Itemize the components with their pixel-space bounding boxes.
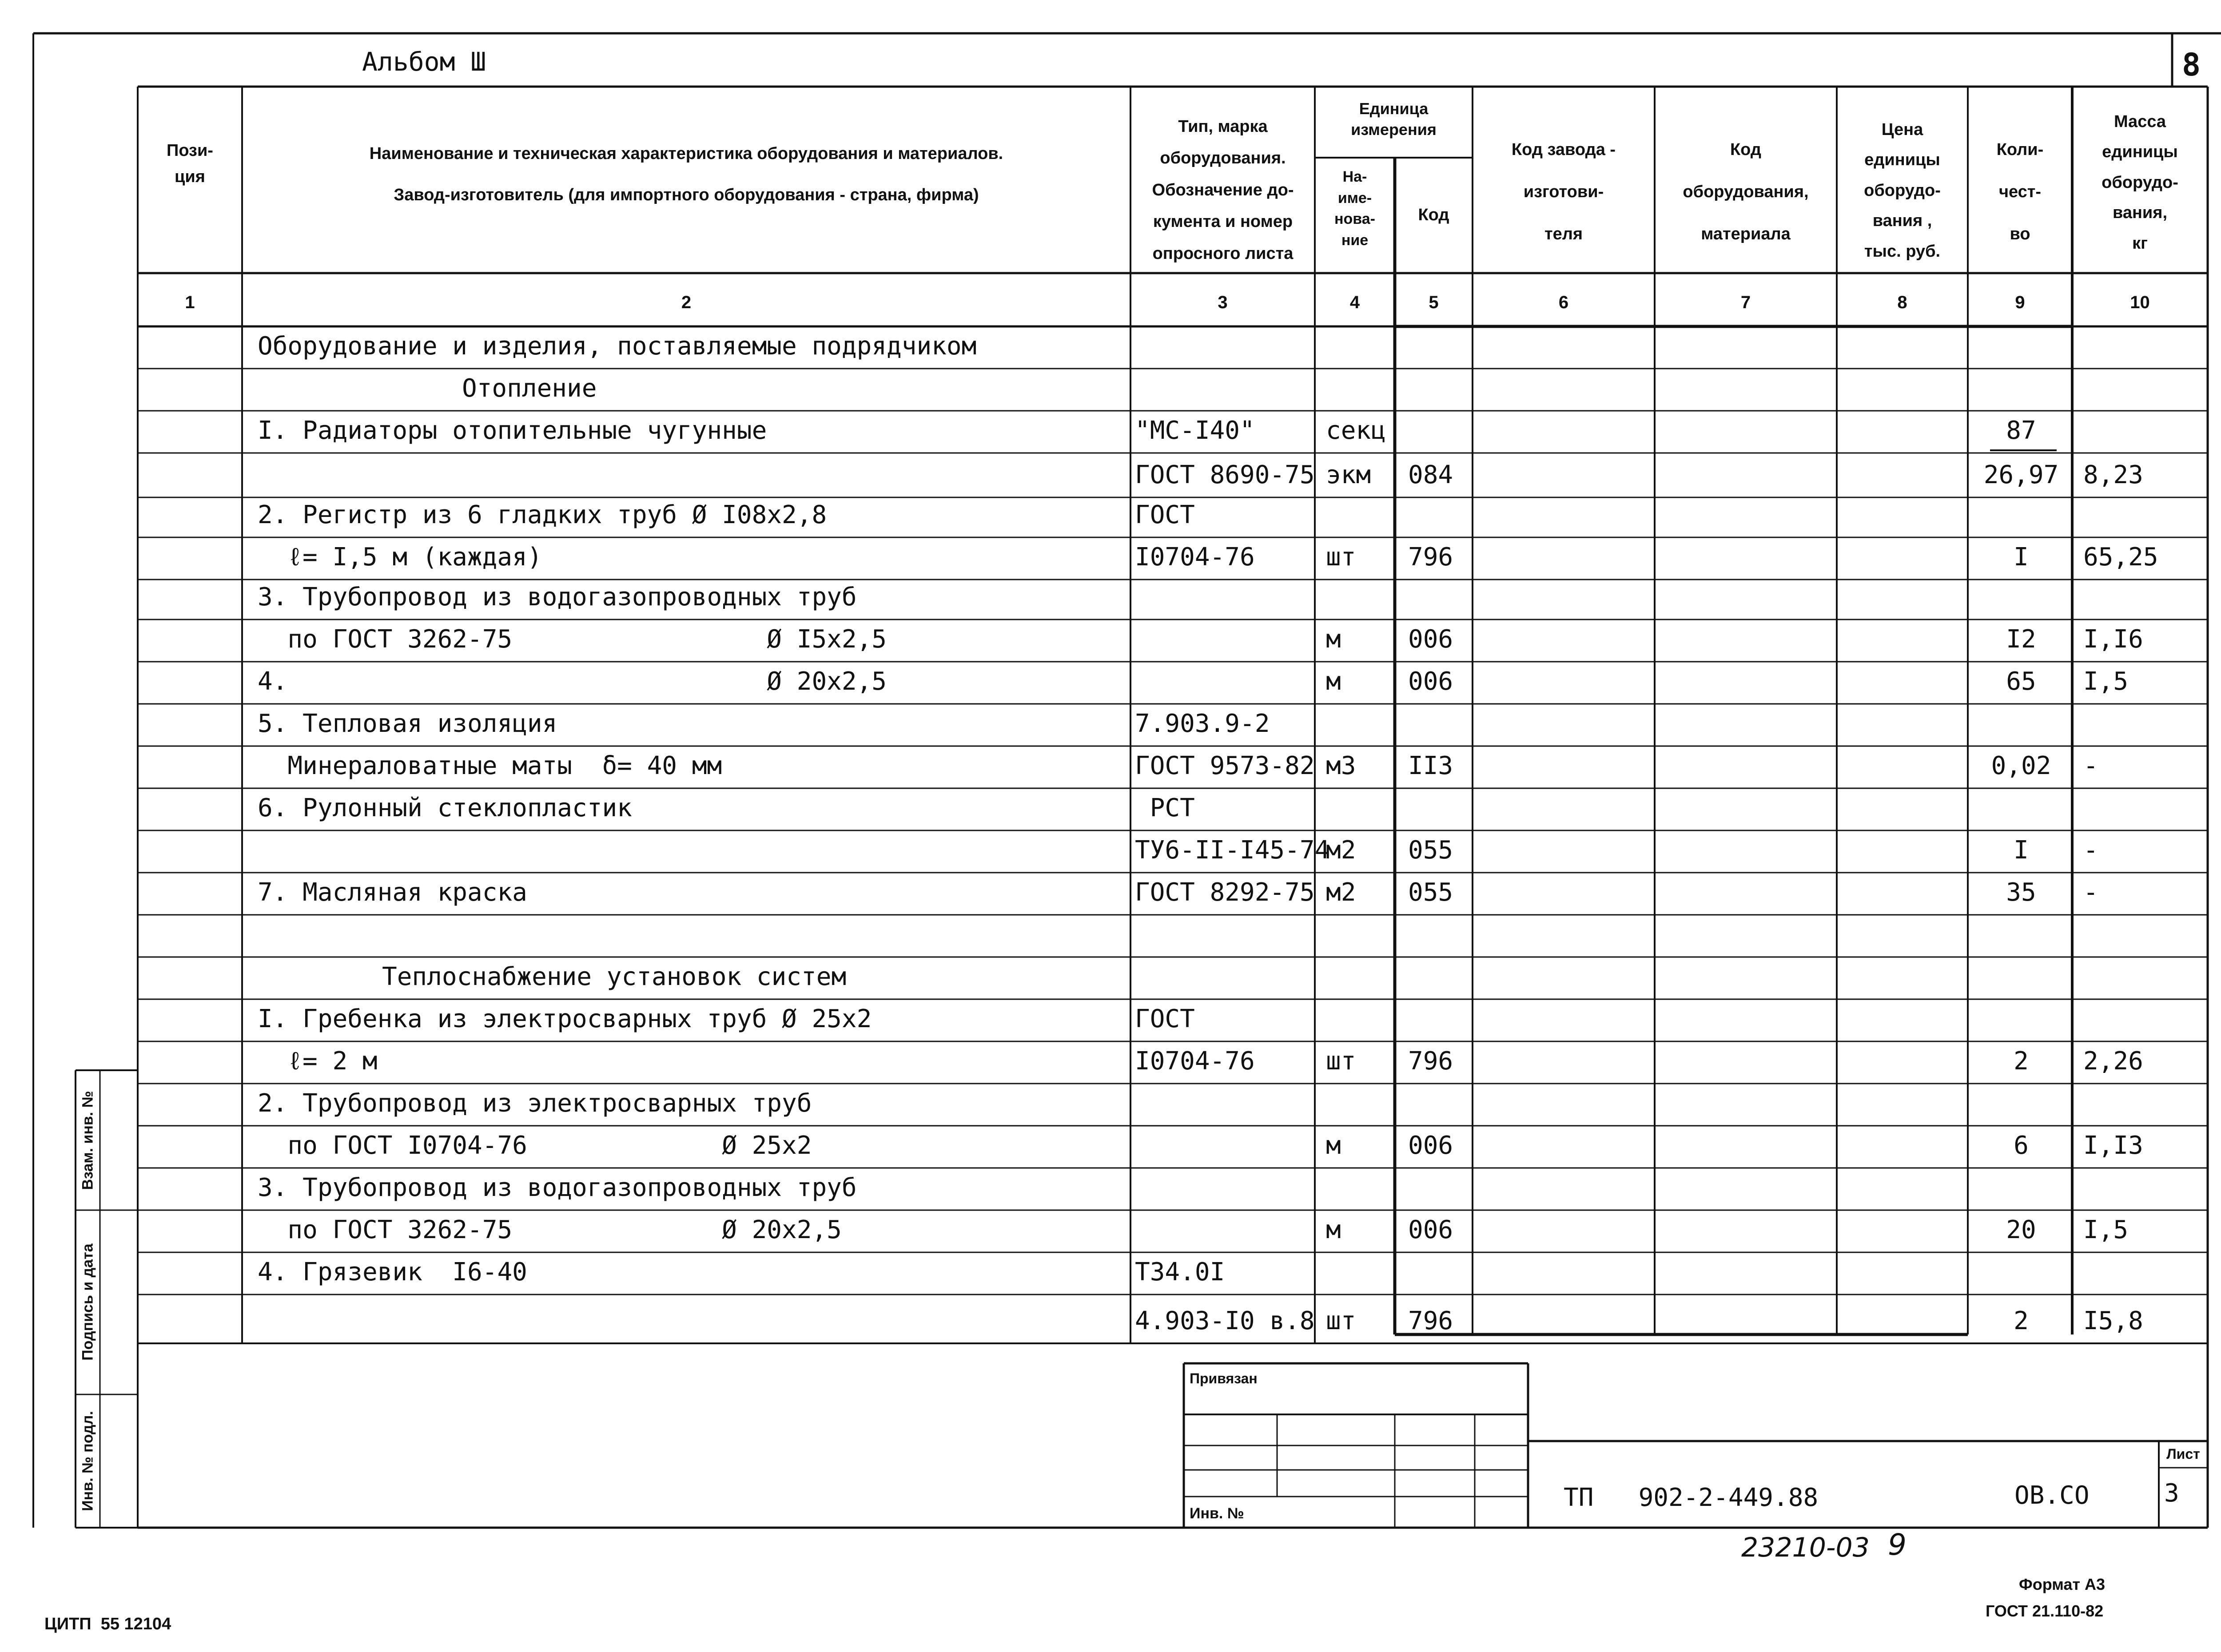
header-col9-line: во (2010, 225, 2030, 243)
header-col3-line: кумента и номер (1153, 212, 1293, 231)
cell-unit: м (1326, 625, 1341, 654)
cell-name: Отопление (462, 374, 597, 403)
header-col3-line: опросного листа (1152, 244, 1294, 263)
cell-unit: шт (1326, 543, 1356, 572)
cell-qty: I (2014, 836, 2029, 865)
header-col7-line: оборудования, (1683, 183, 1809, 201)
cell-name: по ГОСТ 3262-75 Ø 20х2,5 (258, 1215, 842, 1244)
cell-type: РСТ (1135, 794, 1195, 822)
cell-unit: м (1326, 667, 1341, 696)
cell-code: 006 (1408, 667, 1453, 696)
col-number: 4 (1349, 293, 1360, 312)
doc-mark: ОВ.СО (2014, 1481, 2090, 1510)
cell-type: 7.903.9-2 (1135, 709, 1270, 738)
cell-unit: шт (1326, 1307, 1356, 1335)
cell-name: по ГОСТ I0704-76 Ø 25х2 (258, 1131, 812, 1160)
sheet-label: Лист (2166, 1446, 2200, 1462)
header-col7-line: Код (1730, 140, 1762, 159)
cell-name: Оборудование и изделия, поставляемые подрядчиком (258, 332, 977, 361)
cell-qty: 26,97 (1983, 461, 2059, 489)
cell-name: ℓ= 2 м (258, 1047, 378, 1076)
cell-mass: 65,25 (2083, 543, 2158, 572)
header-col6-line: Код завода - (1511, 140, 1616, 159)
header-col9-line: чест- (1998, 183, 2042, 201)
header-col4 (1315, 167, 1395, 251)
cell-qty: 65 (2006, 667, 2036, 696)
header-col8-line: Цена (1881, 120, 1923, 139)
side-label-vzam: Взам. инв. № (79, 1091, 96, 1190)
header-col5 (1395, 202, 1473, 228)
cell-code: II3 (1408, 751, 1453, 780)
inv-no-label: Инв. № (1190, 1505, 1244, 1522)
cell-qty: 87 (2006, 416, 2036, 445)
cell-qty: 6 (2014, 1131, 2029, 1160)
col-number: 7 (1740, 293, 1751, 312)
header-col9 (1968, 129, 2072, 255)
header-col7-line: материала (1701, 225, 1791, 243)
cell-type: ГОСТ (1135, 1005, 1195, 1033)
cell-name: 7. Масляная краска (258, 878, 527, 907)
sheet-number: 8 (2182, 47, 2201, 83)
cell-name: 3. Трубопровод из водогазопроводных труб (258, 583, 857, 612)
cell-mass: - (2083, 751, 2098, 780)
cell-code: 796 (1408, 1047, 1453, 1076)
cell-type: Т34.0I (1135, 1258, 1225, 1287)
header-col8-line: оборудо- (1864, 181, 1941, 200)
cell-mass: 8,23 (2083, 461, 2143, 489)
cell-code: 055 (1408, 836, 1453, 865)
cell-type: ГОСТ (1135, 500, 1195, 529)
cell-unit: секц (1326, 416, 1386, 445)
header-col8 (1837, 115, 1968, 266)
header-col1-line: ция (175, 167, 205, 186)
header-col8-line: единицы (1864, 151, 1940, 170)
header-col4-line: ние (1341, 231, 1369, 249)
cell-name: 5. Тепловая изоляция (258, 709, 557, 738)
header-col10-line: вания, (2112, 203, 2168, 222)
header-col8-line: тыс. руб. (1864, 242, 1941, 261)
cell-mass: 2,26 (2083, 1047, 2143, 1076)
cell-mass: I5,8 (2083, 1307, 2143, 1335)
header-col10-line: кг (2132, 234, 2148, 253)
cell-qty: 2 (2014, 1047, 2029, 1076)
cell-code: 084 (1408, 461, 1453, 489)
cell-mass: - (2083, 878, 2098, 907)
cell-unit: м2 (1326, 878, 1356, 907)
header-unit-line: измерения (1351, 120, 1437, 139)
header-col7 (1655, 129, 1837, 255)
header-col4-line: име- (1337, 189, 1372, 206)
cell-type: ГОСТ 8292-75 (1135, 878, 1315, 907)
document-code: ТП 902-2-449.88 (1564, 1483, 1819, 1512)
header-unit-group (1315, 99, 1473, 140)
cell-name: ℓ= I,5 м (каждая) (258, 543, 542, 572)
col-number: 10 (2130, 293, 2150, 312)
header-col5-line: Код (1418, 206, 1449, 224)
cell-unit: м3 (1326, 751, 1356, 780)
cell-qty: I2 (2006, 625, 2036, 654)
header-col6-line: изготови- (1523, 183, 1604, 201)
header-col9-line: Коли- (1996, 140, 2044, 159)
col-number: 2 (681, 293, 692, 312)
cell-qty: 20 (2006, 1215, 2036, 1244)
col-number: 6 (1558, 293, 1569, 312)
cell-type: ГОСТ 9573-82 (1135, 751, 1315, 780)
cell-type: 4.903-I0 в.8 (1135, 1307, 1315, 1335)
side-label-inv: Инв. № подл. (79, 1411, 96, 1511)
header-col10-line: оборудо- (2102, 173, 2178, 192)
cell-code: 006 (1408, 1131, 1453, 1160)
col-number: 5 (1429, 293, 1439, 312)
cell-mass: I,I6 (2083, 625, 2143, 654)
cell-name: 3. Трубопровод из водогазопроводных труб (258, 1173, 857, 1202)
header-col1 (138, 138, 242, 190)
cell-name: 2. Трубопровод из электросварных труб (258, 1089, 812, 1118)
cell-unit: м (1326, 1131, 1341, 1160)
col-number: 8 (1897, 293, 1907, 312)
privyazan-label: Привязан (1190, 1370, 1258, 1386)
cell-type: ГОСТ 8690-75 (1135, 461, 1315, 489)
header-col2-line: Завод-изготовитель (для импортного оборудования - страна, фирма) (394, 186, 979, 205)
cell-name: I. Гребенка из электросварных труб Ø 25х2 (258, 1005, 872, 1033)
cell-code: 055 (1408, 878, 1453, 907)
header-col10-line: единицы (2102, 143, 2178, 162)
cell-name: 6. Рулонный стеклопластик (258, 794, 632, 822)
cell-code: 006 (1408, 625, 1453, 654)
cell-mass: I,5 (2083, 667, 2129, 696)
qty-underline (1990, 449, 2057, 451)
header-col10-line: Масса (2114, 112, 2166, 131)
gost-label: ГОСТ 21.110-82 (1986, 1602, 2104, 1620)
cell-name: 2. Регистр из 6 гладких труб Ø I08х2,8 (258, 500, 827, 529)
header-col3-line: Тип, марка (1178, 117, 1268, 136)
cell-mass: I,I3 (2083, 1131, 2143, 1160)
format-label: Формат А3 (2019, 1575, 2106, 1593)
header-col10 (2072, 107, 2208, 258)
album-title: Альбом Ш (362, 47, 486, 77)
header-col6-line: теля (1544, 225, 1583, 243)
list-number: 3 (2164, 1479, 2179, 1508)
cell-type: I0704-76 (1135, 543, 1255, 572)
header-unit-line: Единица (1359, 99, 1429, 118)
cell-name: 4. Грязевик I6-40 (258, 1258, 527, 1287)
cell-mass: I,5 (2083, 1215, 2129, 1244)
handwritten-number: 23210-03 (1741, 1532, 1870, 1563)
cell-qty: 0,02 (1991, 751, 2051, 780)
cell-name: по ГОСТ 3262-75 Ø I5х2,5 (258, 625, 887, 654)
cell-unit: шт (1326, 1047, 1356, 1076)
printer-label: ЦИТП 55 12104 (44, 1615, 171, 1633)
cell-mass: - (2083, 836, 2098, 865)
cell-code: 796 (1408, 1307, 1453, 1335)
col-number: 1 (185, 293, 195, 312)
header-col2 (249, 133, 1124, 216)
header-col3 (1132, 111, 1314, 270)
header-col4-line: нова- (1334, 210, 1375, 228)
header-col3-line: Обозначение до- (1152, 180, 1294, 199)
header-col8-line: вания , (1872, 211, 1932, 230)
cell-name: 4. Ø 20х2,5 (258, 667, 887, 696)
cell-unit: м2 (1326, 836, 1356, 865)
cell-qty: I (2014, 543, 2029, 572)
header-col1-line: Пози- (167, 141, 213, 160)
cell-unit: м (1326, 1215, 1341, 1244)
col-number: 3 (1218, 293, 1228, 312)
cell-code: 796 (1408, 543, 1453, 572)
cell-name: I. Радиаторы отопительные чугунные (258, 416, 767, 445)
header-col3-line: оборудования. (1160, 149, 1286, 168)
col-number: 9 (2015, 293, 2025, 312)
side-label-podpis: Подпись и дата (79, 1243, 96, 1361)
header-col6 (1473, 129, 1655, 255)
header-col2-line: Наименование и техническая характеристика оборудования и материалов. (369, 144, 1003, 163)
cell-name: Минераловатные маты δ= 40 мм (258, 751, 722, 780)
cell-unit: экм (1326, 461, 1371, 489)
cell-qty: 35 (2006, 878, 2036, 907)
header-col4-line: На- (1342, 168, 1367, 185)
cell-type: ТУ6-II-I45-74 (1135, 836, 1330, 865)
handwritten-copy: 9 (1888, 1528, 1907, 1562)
cell-name: Теплоснабжение установок систем (382, 962, 847, 991)
cell-code: 006 (1408, 1215, 1453, 1244)
cell-type: I0704-76 (1135, 1047, 1255, 1076)
cell-qty: 2 (2014, 1307, 2029, 1335)
cell-type: "МС-I40" (1135, 416, 1255, 445)
